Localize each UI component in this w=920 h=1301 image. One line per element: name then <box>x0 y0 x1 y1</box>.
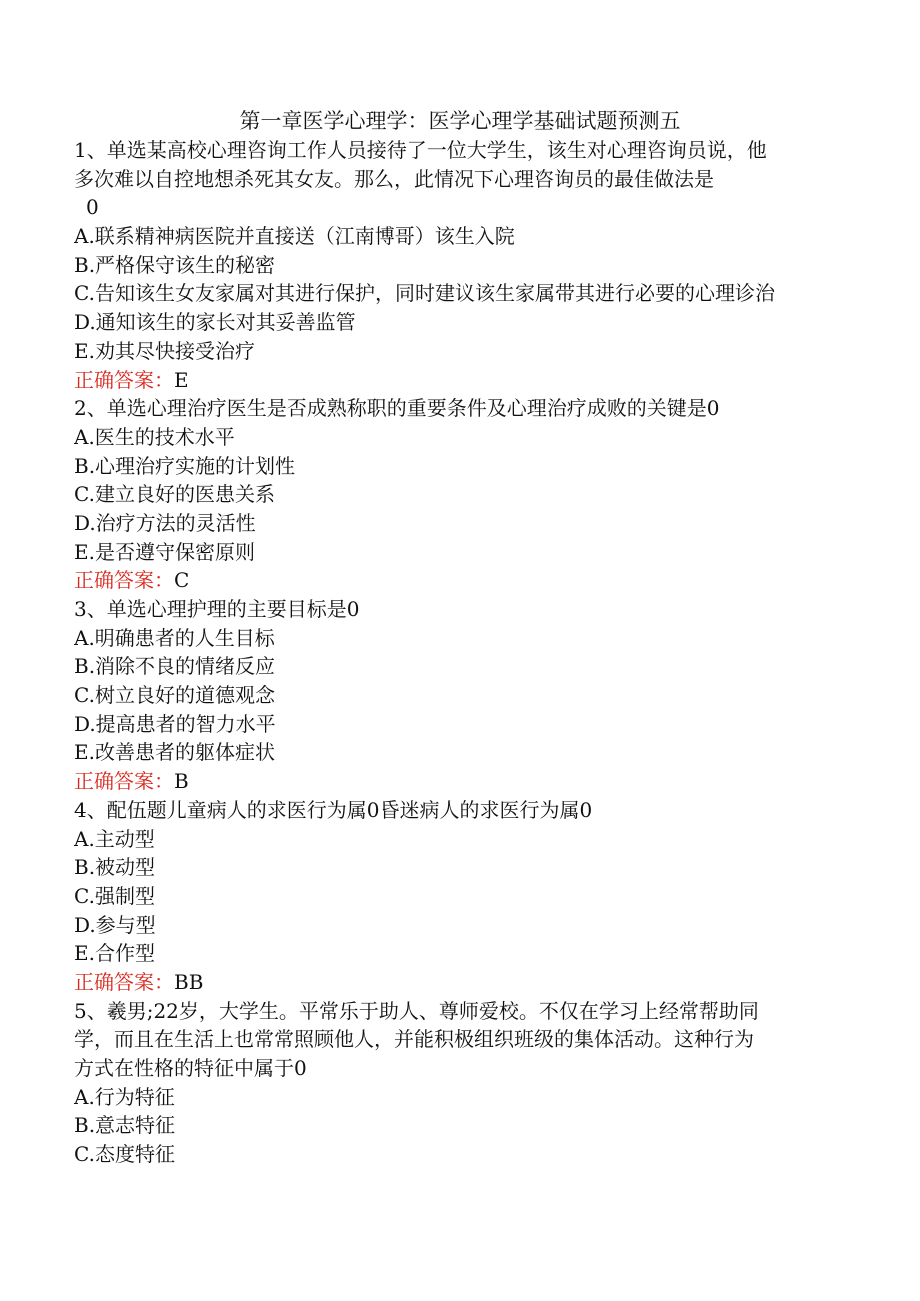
correct-answer <box>74 566 844 595</box>
option-d: D.治疗方法的灵活性 <box>74 510 256 535</box>
question-3 <box>74 595 844 796</box>
option-b: B.被动型 <box>74 855 156 880</box>
document-title: 第一章医学心理学：医学心理学基础试题预测五 <box>239 109 681 133</box>
answer-label: 正确答案： <box>74 769 174 794</box>
option-b: B.心理治疗实施的计划性 <box>74 453 296 478</box>
option-c: C.告知该生女友家属对其进行保护，同时建议该生家属带其进行必要的心理诊治 <box>74 281 775 306</box>
correct-answer <box>74 968 844 997</box>
question-stem-line: 2、单选心理治疗医生是否成熟称职的重要条件及心理治疗成败的关键是0 <box>74 396 720 421</box>
option-a: A.行为特征 <box>74 1084 175 1109</box>
option-e: E.合作型 <box>74 941 155 966</box>
option-d: D.提高患者的智力水平 <box>74 711 276 736</box>
question-stem-line: 5、羲男;22岁，大学生。平常乐于助人、尊师爱校。不仅在学习上经常帮助同 <box>74 998 759 1023</box>
option-a: A.联系精神病医院并直接送（江南博哥）该生入院 <box>74 224 515 249</box>
option-e: E.改善患者的躯体症状 <box>74 740 275 765</box>
question-5 <box>74 997 844 1169</box>
option-d: D.通知该生的家长对其妥善监管 <box>74 310 356 335</box>
question-stem-line: 学，而且在生活上也常常照顾他人，并能积极组织班级的集体活动。这种行为 <box>74 1027 754 1052</box>
option-b: B.意志特征 <box>74 1113 176 1138</box>
option-e: E.是否遵守保密原则 <box>74 539 255 564</box>
question-stem-line: 多次难以自控地想杀死其女友。那么，此情况下心理咨询员的最佳做法是 <box>74 166 714 191</box>
option-d: D.参与型 <box>74 912 156 937</box>
option-a: A.明确患者的人生目标 <box>74 625 275 650</box>
option-b: B.消除不良的情绪反应 <box>74 654 276 679</box>
answer-value: C <box>174 568 190 593</box>
option-c: C.态度特征 <box>74 1142 175 1167</box>
question-stem-line: 0 <box>86 195 99 220</box>
question-4 <box>74 796 844 997</box>
answer-value: B <box>174 769 189 794</box>
correct-answer <box>74 767 844 796</box>
option-c: C.建立良好的医患关系 <box>74 482 275 507</box>
question-2 <box>74 394 844 595</box>
option-e: E.劝其尽快接受治疗 <box>74 338 255 363</box>
question-list <box>74 136 844 1169</box>
answer-value: E <box>174 367 189 392</box>
answer-label: 正确答案： <box>74 367 174 392</box>
question-stem-line: 1、单选某高校心理咨询工作人员接待了一位大学生，该生对心理咨询员说，他 <box>74 138 767 162</box>
option-c: C.树立良好的道德观念 <box>74 683 275 708</box>
answer-label: 正确答案： <box>74 969 174 994</box>
correct-answer <box>74 366 844 395</box>
option-b: B.严格保守该生的秘密 <box>74 252 276 277</box>
question-1 <box>74 136 844 394</box>
option-a: A.医生的技术水平 <box>74 424 235 449</box>
answer-value: BB <box>174 969 204 994</box>
question-stem-line: 3、单选心理护理的主要目标是0 <box>74 597 360 621</box>
option-c: C.强制型 <box>74 883 155 908</box>
question-stem-line: 4、配伍题儿童病人的求医行为属0昏迷病人的求医行为属0 <box>74 797 593 822</box>
question-stem-line: 方式在性格的特征中属于0 <box>74 1056 307 1080</box>
option-a: A.主动型 <box>74 826 155 851</box>
answer-label: 正确答案： <box>74 568 174 593</box>
